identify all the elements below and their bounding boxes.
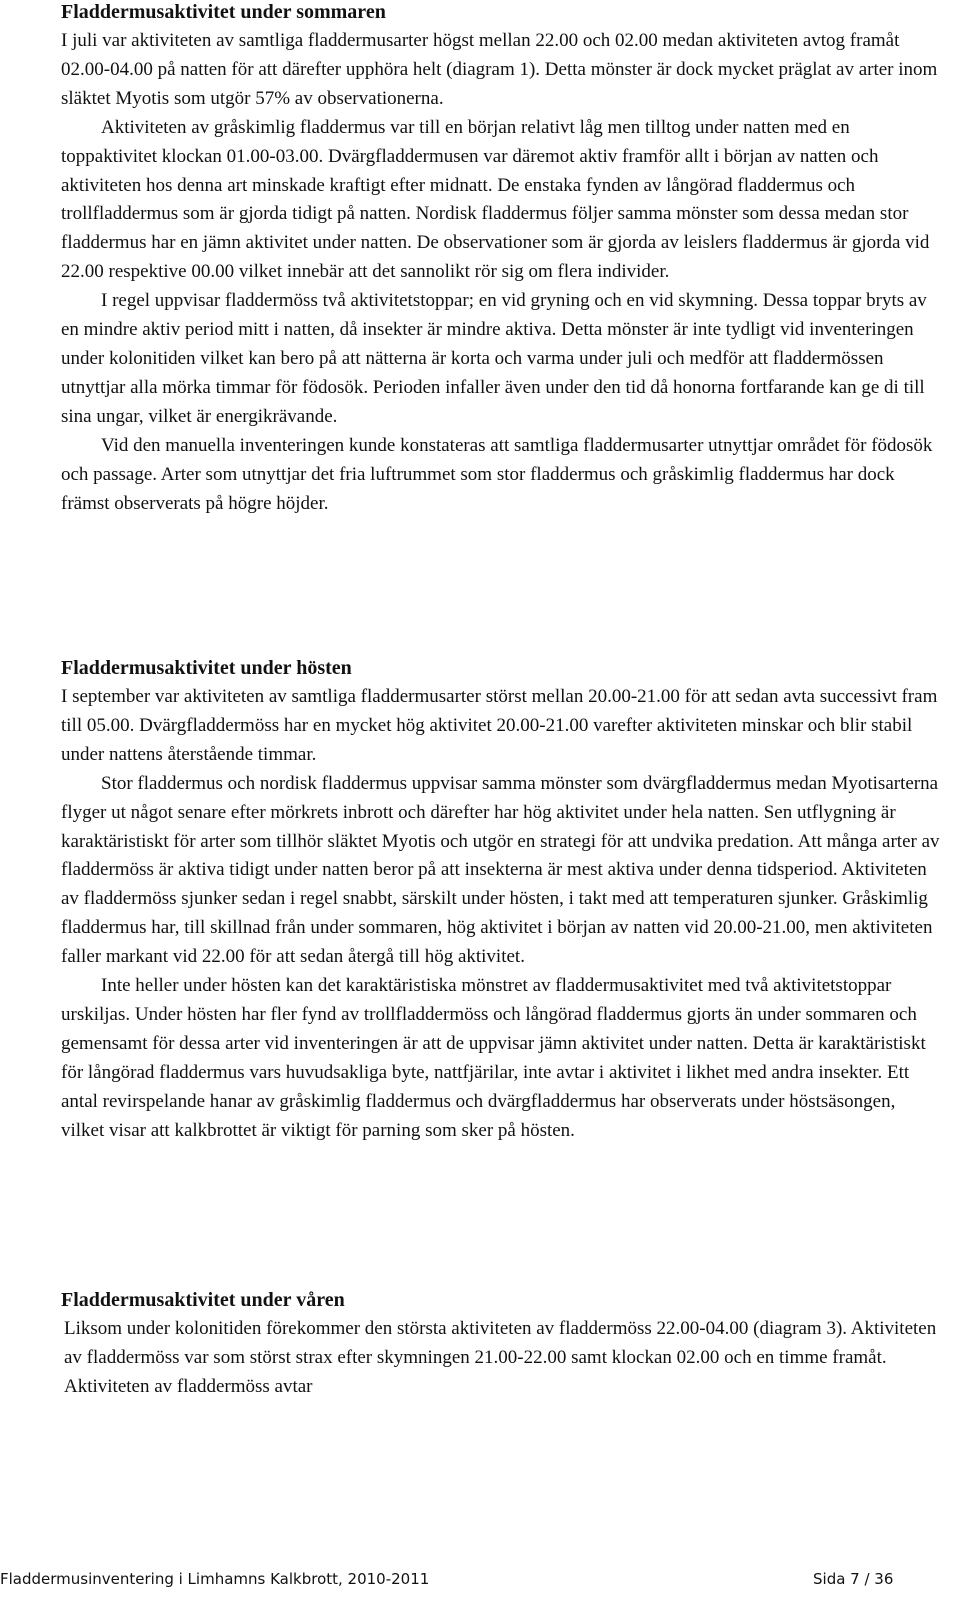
section-spring (61, 1286, 941, 1402)
paragraph: I regel uppvisar fladdermöss två aktivitetstoppar; en vid gryning och en vid skymning. Dessa toppar bryts av en mindre aktiv period mitt i natten, då insekter är mindre aktiva. Detta mönster är inte tydligt vid inventeringen under kolonitiden vilket kan bero på att nätterna är korta och varma under juli och medför att fladdermössen utnyttjar alla mörka timmar för födosök. Perioden infaller även under den tid då honorna fortfarande kan ge di till sina ungar, vilket är energikrävande. (61, 290, 927, 427)
page-footer (0, 1570, 960, 1600)
footer-title: Fladdermusinventering i Limhamns Kalkbrott, 2010-2011 (0, 1570, 430, 1588)
section-autumn (61, 654, 941, 1146)
section-heading-summer: Fladdermusaktivitet under sommaren (61, 1, 386, 23)
section-heading-spring: Fladdermusaktivitet under våren (61, 1289, 345, 1311)
section-heading-autumn: Fladdermusaktivitet under hösten (61, 657, 352, 679)
paragraph: Liksom under kolonitiden förekommer den största aktiviteten av fladdermöss 22.00-04.00 (diagram 3). Aktiviteten av fladdermöss var som störst strax efter skymningen 21.00-22.00 samt klockan 02.00 och en timme framåt. Aktiviteten av fladdermöss avtar (64, 1318, 937, 1397)
paragraph: Aktiviteten av gråskimlig fladdermus var till en början relativt låg men tilltog under natten med en toppaktivitet klockan 01.00-03.00. Dvärgfladdermusen var däremot aktiv framför allt i början av natten och aktiviteten hos denna art minskade kraftigt efter midnatt. De enstaka fynden av långörad fladdermus och trollfladdermus som är gjorda tidigt på natten. Nordisk fladdermus följer samma mönster som dessa medan stor fladdermus har en jämn aktivitet under natten. De observationer som är gjorda av leislers fladdermus är gjorda vid 22.00 respektive 00.00 vilket innebär att det sannolikt rör sig om flera individer. (61, 116, 930, 283)
section-summer (61, 0, 941, 518)
paragraph: Stor fladdermus och nordisk fladdermus uppvisar samma mönster som dvärgfladdermus medan Myotisarterna flyger ut något senare efter mörkrets inbrott och därefter har hög aktivitet under hela natten. Sen utflygning är karaktäristiskt för arter som tillhör släktet Myotis och utgör en strategi för att undvika predation. Att många arter av fladdermöss är aktiva tidigt under natten beror på att insekterna är mest aktiva under denna tidsperiod. Aktiviteten av fladdermöss sjunker sedan i regel snabbt, särskilt under hösten, i takt med att temperaturen sjunker. Gråskimlig fladdermus har, till skillnad från under sommaren, hög aktivitet i början av natten vid 20.00-21.00, men aktiviteten faller markant vid 22.00 för att sedan återgå till hög aktivitet. (61, 772, 940, 968)
paragraph: Inte heller under hösten kan det karaktäristiska mönstret av fladdermusaktivitet med två aktivitetstoppar urskiljas. Under hösten har fler fynd av trollfladdermöss och långörad fladdermus gjorts än under sommaren och gemensamt för dessa arter vid inventeringen är att de uppvisar jämn aktivitet under natten. Detta är karaktäristiskt för långörad fladdermus vars huvudsakliga byte, nattfjärilar, inte avtar i aktivitet i likhet med andra insekter. Ett antal revirspelande hanar av gråskimlig fladdermus och dvärgfladdermus har observerats under höstsäsongen, vilket visar att kalkbrottet är viktigt för parning som sker på hösten. (61, 975, 926, 1141)
paragraph: Vid den manuella inventeringen kunde konstateras att samtliga fladdermusarter utnyttjar området för födosök och passage. Arter som utnyttjar det fria luftrummet som stor fladdermus och gråskimlig fladdermus har dock främst observerats på högre höjder. (61, 434, 933, 514)
paragraph: I juli var aktiviteten av samtliga fladdermusarter högst mellan 22.00 och 02.00 medan aktiviteten avtog framåt 02.00-04.00 på natten för att därefter upphöra helt (diagram 1). Detta mönster är dock mycket präglat av arter inom släktet Myotis som utgör 57% av observationerna. (61, 30, 938, 109)
paragraph: I september var aktiviteten av samtliga fladdermusarter störst mellan 20.00-21.00 för att sedan avta successivt fram till 05.00. Dvärgfladdermöss har en mycket hög aktivitet 20.00-21.00 varefter aktiviteten minskar och blir stabil under nattens återstående timmar. (61, 686, 938, 765)
page-number: Sida 7 / 36 (813, 1570, 894, 1588)
